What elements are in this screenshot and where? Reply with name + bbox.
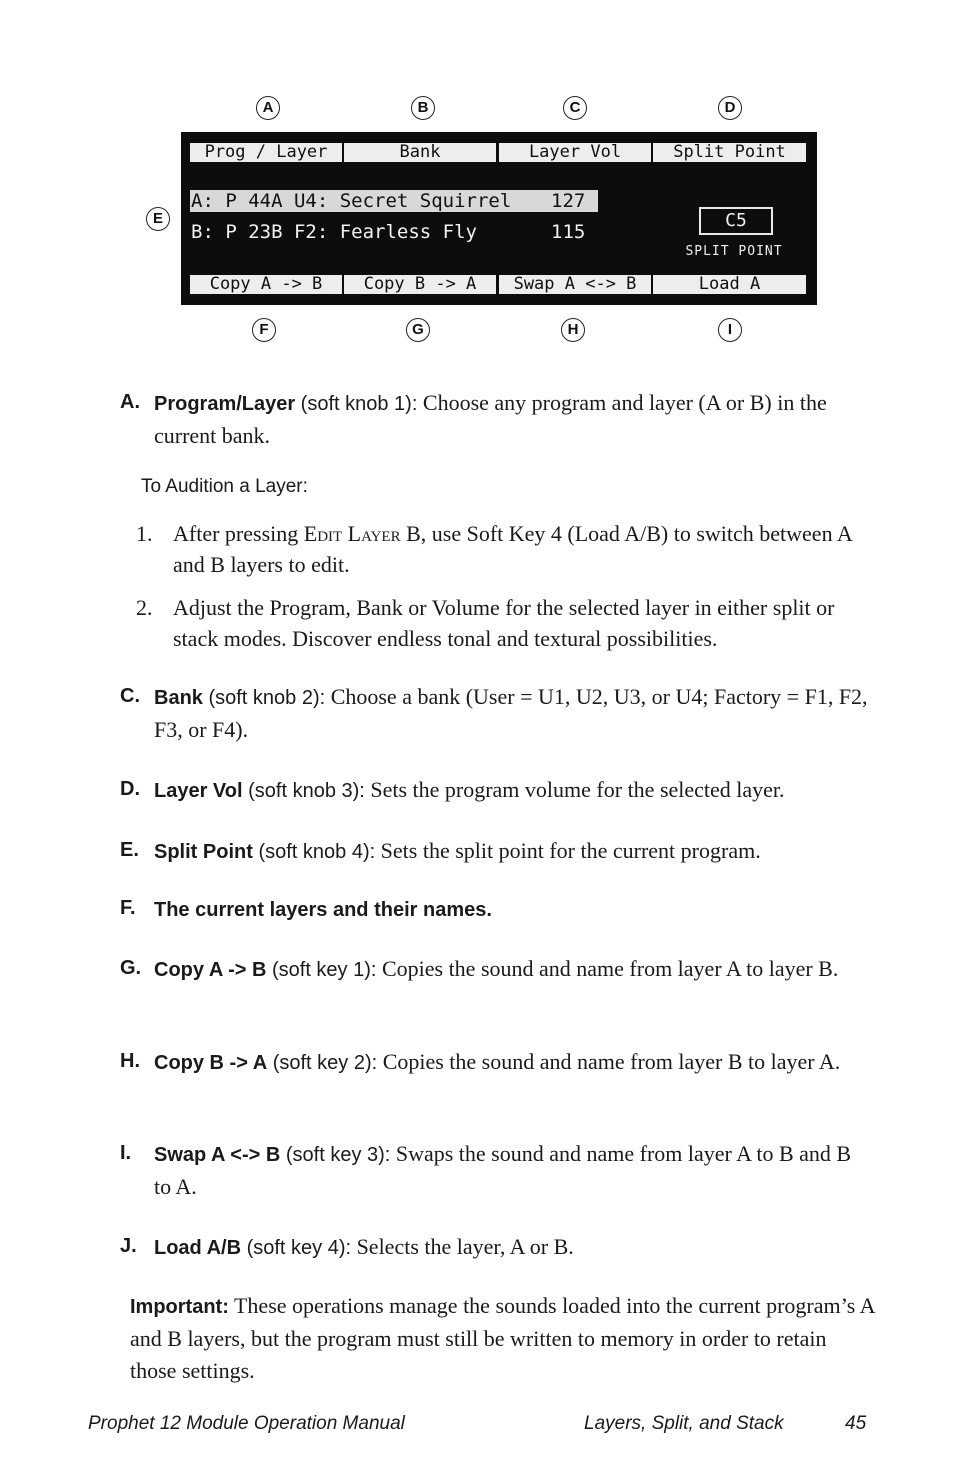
item-control: (soft knob 2): bbox=[202, 687, 326, 709]
lcd-softkey-2: Copy B -> A bbox=[344, 275, 496, 294]
step-text: After pressing bbox=[173, 521, 304, 546]
item-f bbox=[120, 893, 870, 926]
item-d bbox=[120, 774, 870, 807]
edit-layer-key: Edit Layer bbox=[303, 521, 401, 546]
layer-a-volume: 127 bbox=[551, 190, 586, 212]
callout-a: A bbox=[256, 96, 280, 120]
important-label: Important: bbox=[130, 1296, 229, 1318]
step-text: Adjust the Program, Bank or Volume for the selected layer in either split or stack modes. Discover endless tonal and textural possibilities. bbox=[173, 595, 835, 651]
item-letter: F. bbox=[120, 897, 136, 919]
callout-e: E bbox=[146, 207, 170, 231]
item-title: Load A/B bbox=[154, 1237, 242, 1259]
lcd-screen bbox=[181, 132, 817, 305]
callout-i: I bbox=[718, 318, 742, 342]
step-number: 2. bbox=[136, 595, 153, 620]
layer-b-volume: 115 bbox=[551, 221, 586, 243]
item-i bbox=[120, 1138, 870, 1202]
item-description: Swaps the sound and name from layer A to B and B to A. bbox=[154, 1141, 852, 1199]
item-c bbox=[120, 681, 870, 745]
step-text: B, use Soft Key 4 (Load A/B) to switch between A and B layers to edit. bbox=[173, 521, 852, 577]
item-h bbox=[120, 1046, 870, 1079]
item-description: Sets the split point for the current program. bbox=[375, 838, 761, 863]
item-description: Sets the program volume for the selected layer. bbox=[364, 777, 785, 802]
split-point-value: C5 bbox=[699, 207, 773, 235]
item-control: (soft key 4): bbox=[241, 1237, 352, 1259]
callout-f: F bbox=[252, 318, 276, 342]
item-j bbox=[120, 1231, 870, 1264]
item-letter: I. bbox=[120, 1142, 132, 1164]
lcd-top-label-3: Layer Vol bbox=[499, 143, 651, 162]
item-letter: G. bbox=[120, 957, 142, 979]
callout-b: B bbox=[411, 96, 435, 120]
callout-h: H bbox=[561, 318, 585, 342]
lcd-softkey-1: Copy A -> B bbox=[190, 275, 342, 294]
layer-a-name: A: P 44A U4: Secret Squirrel bbox=[191, 190, 512, 212]
callout-d: D bbox=[718, 96, 742, 120]
item-g bbox=[120, 953, 870, 986]
item-control: (soft knob 1): bbox=[300, 393, 418, 415]
important-text: These operations manage the sounds loaded into the current program’s A and B layers, but the program must still be written to memory in order to retain those settings. bbox=[130, 1293, 875, 1383]
callout-g: G bbox=[406, 318, 430, 342]
item-letter: C. bbox=[120, 685, 140, 707]
item-letter: A. bbox=[120, 391, 140, 413]
item-title: Swap A <-> B bbox=[154, 1144, 281, 1166]
item-control: (soft key 2): bbox=[267, 1052, 378, 1074]
callout-c: C bbox=[563, 96, 587, 120]
item-title: Copy A -> B bbox=[154, 959, 267, 981]
lcd-top-label-4: Split Point bbox=[653, 143, 806, 162]
step-1 bbox=[136, 518, 870, 580]
step-number: 1. bbox=[136, 521, 153, 546]
footer-manual-title: Prophet 12 Module Operation Manual bbox=[88, 1413, 405, 1434]
item-control: (soft knob 4): bbox=[252, 841, 376, 863]
item-description: Copies the sound and name from layer B to layer A. bbox=[377, 1049, 841, 1074]
item-letter: J. bbox=[120, 1235, 137, 1257]
item-title: Copy B -> A bbox=[154, 1052, 268, 1074]
footer-page-number: 45 bbox=[845, 1413, 867, 1434]
split-point-label: SPLIT POINT bbox=[685, 244, 783, 259]
item-e bbox=[120, 835, 870, 868]
lcd-top-label-2: Bank bbox=[344, 143, 496, 162]
lcd-top-label-1: Prog / Layer bbox=[190, 143, 342, 162]
step-2 bbox=[136, 592, 870, 654]
important-note bbox=[130, 1290, 875, 1387]
item-title: Layer Vol bbox=[154, 780, 243, 802]
lcd-softkey-3: Swap A <-> B bbox=[499, 275, 651, 294]
item-control: (soft knob 3): bbox=[242, 780, 365, 802]
item-letter: H. bbox=[120, 1050, 140, 1072]
item-letter: E. bbox=[120, 839, 139, 861]
item-title: Bank bbox=[154, 687, 203, 709]
item-title: Program/Layer bbox=[154, 393, 296, 415]
item-letter: D. bbox=[120, 778, 140, 800]
item-a bbox=[120, 387, 870, 451]
item-title: The current layers and their names. bbox=[154, 899, 492, 921]
audition-heading: To Audition a Layer: bbox=[141, 476, 308, 497]
lcd-softkey-4: Load A bbox=[653, 275, 806, 294]
layer-b-name: B: P 23B F2: Fearless Fly bbox=[191, 221, 477, 243]
item-control: (soft key 1): bbox=[266, 959, 377, 981]
item-description: Copies the sound and name from layer A to layer B. bbox=[376, 956, 839, 981]
item-description: Choose any program and layer (A or B) in the current bank. bbox=[154, 390, 827, 448]
item-title: Split Point bbox=[154, 841, 253, 863]
item-description: Choose a bank (User = U1, U2, U3, or U4; Factory = F1, F2, F3, or F4). bbox=[154, 684, 868, 742]
item-description: Selects the layer, A or B. bbox=[351, 1234, 574, 1259]
item-control: (soft key 3): bbox=[280, 1144, 391, 1166]
footer-section-title: Layers, Split, and Stack bbox=[584, 1413, 784, 1434]
